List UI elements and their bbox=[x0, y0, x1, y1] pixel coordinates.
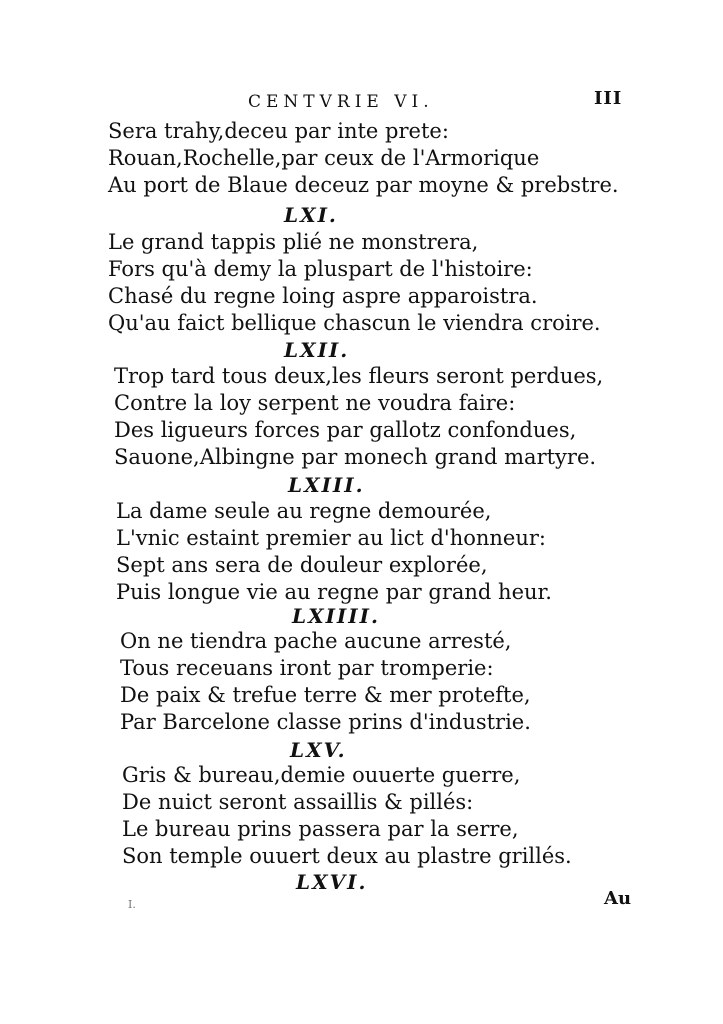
verse-line: L'vnic estaint premier au lict d'honneur: bbox=[116, 526, 546, 550]
verse-line: De paix & trefue terre & mer protefte, bbox=[120, 683, 531, 707]
verse-line: Qu'au faict bellique chascun le viendra croire. bbox=[108, 311, 601, 335]
verse-line: Gris & bureau,demie ouuerte guerre, bbox=[122, 763, 521, 787]
running-head: CENTVRIE VI. bbox=[248, 92, 434, 112]
catchword: Au bbox=[604, 888, 632, 909]
quatrain-number: LXII. bbox=[284, 338, 350, 362]
verse-line: On ne tiendra pache aucune arresté, bbox=[120, 629, 512, 653]
quatrain-number: LXI. bbox=[284, 203, 338, 227]
quatrain-number: LXIII. bbox=[288, 473, 365, 497]
quatrain-number: LXVI. bbox=[296, 870, 368, 894]
quatrain-number: LXIIII. bbox=[292, 604, 380, 628]
quatrain-number: LXV. bbox=[290, 738, 347, 762]
page-number: III bbox=[594, 88, 623, 109]
verse-line: Contre la loy serpent ne voudra faire: bbox=[114, 391, 516, 415]
verse-line: Chasé du regne loing aspre apparoistra. bbox=[108, 284, 538, 308]
verse-line: Fors qu'à demy la pluspart de l'histoire: bbox=[108, 257, 533, 281]
verse-line: Puis longue vie au regne par grand heur. bbox=[116, 580, 552, 604]
verse-line: La dame seule au regne demourée, bbox=[116, 499, 492, 523]
signature-mark: I. bbox=[128, 898, 136, 911]
verse-line: Son temple ouuert deux au plastre grillés. bbox=[122, 844, 572, 868]
verse-line: Tous receuans iront par tromperie: bbox=[120, 656, 494, 680]
verse-line: Par Barcelone classe prins d'industrie. bbox=[120, 710, 531, 734]
verse-line: Au port de Blaue deceuz par moyne & prebstre. bbox=[108, 173, 619, 197]
verse-line: Sept ans sera de douleur explorée, bbox=[116, 553, 488, 577]
verse-line: De nuict seront assaillis & pillés: bbox=[122, 790, 474, 814]
verse-line: Le grand tappis plié ne monstrera, bbox=[108, 230, 479, 254]
verse-line: Sera trahy,deceu par inte prete: bbox=[108, 119, 449, 143]
verse-line: Sauone,Albingne par monech grand martyre. bbox=[114, 445, 597, 469]
verse-line: Trop tard tous deux,les fleurs seront perdues, bbox=[114, 364, 604, 388]
verse-line: Le bureau prins passera par la serre, bbox=[122, 817, 519, 841]
verse-line: Rouan,Rochelle,par ceux de l'Armorique bbox=[108, 146, 540, 170]
verse-line: Des ligueurs forces par gallotz confondues, bbox=[114, 418, 577, 442]
